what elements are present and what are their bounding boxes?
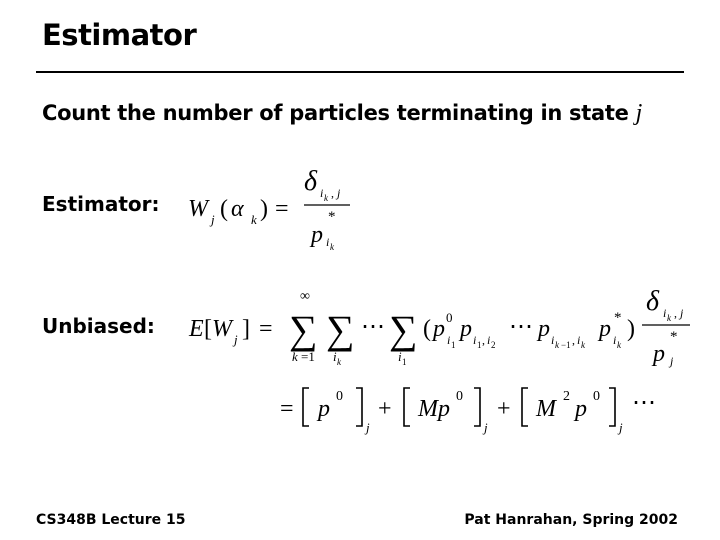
svg-text:k: k bbox=[292, 349, 298, 364]
svg-text:k: k bbox=[555, 340, 559, 350]
unbiased-label: Unbiased: bbox=[42, 314, 155, 338]
svg-text:∑: ∑ bbox=[289, 307, 318, 352]
svg-text:j: j bbox=[234, 332, 238, 347]
svg-text:p: p bbox=[653, 341, 665, 367]
svg-text:(: ( bbox=[220, 196, 228, 222]
svg-text:i: i bbox=[577, 333, 581, 347]
svg-text:[: [ bbox=[204, 316, 212, 342]
svg-text:0: 0 bbox=[456, 389, 463, 404]
svg-text:=: = bbox=[259, 316, 273, 342]
estimator-equation bbox=[188, 166, 350, 252]
svg-text:i: i bbox=[333, 349, 337, 364]
svg-text:k: k bbox=[324, 193, 328, 203]
svg-text:p: p bbox=[433, 316, 445, 342]
svg-text:⋯: ⋯ bbox=[361, 314, 385, 340]
svg-text:,: , bbox=[674, 306, 677, 320]
svg-text:j: j bbox=[211, 212, 215, 227]
svg-text:k: k bbox=[667, 313, 671, 323]
svg-text:p: p bbox=[538, 316, 550, 342]
svg-text:Mp: Mp bbox=[418, 396, 450, 422]
svg-text:α: α bbox=[231, 196, 244, 222]
svg-text:W: W bbox=[188, 196, 208, 222]
svg-text:): ) bbox=[627, 316, 635, 342]
svg-text:i: i bbox=[473, 333, 477, 347]
svg-text:1: 1 bbox=[451, 340, 456, 350]
svg-text:(: ( bbox=[423, 316, 431, 342]
svg-text:=: = bbox=[280, 396, 294, 422]
svg-text:i: i bbox=[326, 235, 330, 249]
footer-lecture: CS348B Lecture 15 bbox=[36, 512, 186, 528]
svg-text:i: i bbox=[487, 333, 491, 347]
svg-text:∑: ∑ bbox=[389, 307, 418, 352]
svg-text:0: 0 bbox=[593, 389, 600, 404]
svg-text:1: 1 bbox=[477, 340, 482, 350]
svg-text:⋯: ⋯ bbox=[632, 390, 656, 416]
svg-text:j: j bbox=[366, 420, 370, 435]
svg-text:*: * bbox=[328, 209, 336, 225]
svg-text:j: j bbox=[337, 186, 341, 200]
footer-author: Pat Hanrahan, Spring 2002 bbox=[464, 512, 678, 528]
svg-text:): ) bbox=[260, 196, 268, 222]
svg-text:2: 2 bbox=[491, 340, 496, 350]
svg-text:i: i bbox=[663, 306, 667, 320]
svg-text:i: i bbox=[613, 333, 617, 347]
svg-text:p: p bbox=[318, 396, 330, 422]
svg-text:,: , bbox=[482, 333, 485, 347]
svg-text:+: + bbox=[378, 396, 392, 422]
svg-text:i: i bbox=[320, 186, 324, 200]
svg-text:j: j bbox=[619, 420, 623, 435]
svg-text:0: 0 bbox=[446, 310, 453, 325]
svg-text:j: j bbox=[670, 354, 674, 368]
svg-text:*: * bbox=[614, 310, 622, 326]
headline-text: Count the number of particles terminating in state bbox=[42, 101, 629, 125]
svg-text:M: M bbox=[536, 396, 556, 422]
unbiased-equation bbox=[188, 286, 690, 368]
svg-text:E: E bbox=[189, 316, 204, 342]
svg-text:0: 0 bbox=[336, 389, 343, 404]
svg-text:+: + bbox=[497, 396, 511, 422]
svg-text:i: i bbox=[398, 349, 402, 364]
expansion-equation bbox=[280, 388, 656, 435]
slide-title: Estimator bbox=[42, 18, 197, 52]
svg-text:j: j bbox=[484, 420, 488, 435]
svg-text:j: j bbox=[680, 306, 684, 320]
svg-text:1: 1 bbox=[402, 357, 407, 367]
svg-text:−1: −1 bbox=[561, 340, 571, 350]
svg-text:p: p bbox=[311, 222, 323, 248]
svg-text:,: , bbox=[572, 333, 575, 347]
svg-text:=1: =1 bbox=[301, 349, 315, 364]
svg-text:i: i bbox=[551, 333, 555, 347]
svg-text:k: k bbox=[337, 357, 341, 367]
svg-text:]: ] bbox=[242, 316, 250, 342]
svg-text:i: i bbox=[447, 333, 451, 347]
svg-text:δ: δ bbox=[646, 286, 660, 317]
svg-text:⋯: ⋯ bbox=[509, 314, 533, 340]
svg-text:2: 2 bbox=[563, 389, 570, 404]
svg-text:∑: ∑ bbox=[326, 307, 355, 352]
svg-text:*: * bbox=[670, 329, 678, 345]
svg-text:k: k bbox=[581, 340, 585, 350]
svg-text:=: = bbox=[275, 196, 289, 222]
svg-text:δ: δ bbox=[304, 166, 318, 197]
svg-text:W: W bbox=[212, 316, 232, 342]
svg-text:,: , bbox=[331, 186, 334, 200]
svg-text:p: p bbox=[599, 316, 611, 342]
headline-variable: j bbox=[635, 100, 642, 126]
svg-text:k: k bbox=[617, 340, 621, 350]
svg-text:∞: ∞ bbox=[300, 289, 310, 304]
svg-text:k: k bbox=[330, 242, 334, 252]
svg-text:k: k bbox=[251, 212, 257, 227]
svg-text:p: p bbox=[575, 396, 587, 422]
svg-text:p: p bbox=[460, 316, 472, 342]
estimator-label: Estimator: bbox=[42, 192, 160, 216]
